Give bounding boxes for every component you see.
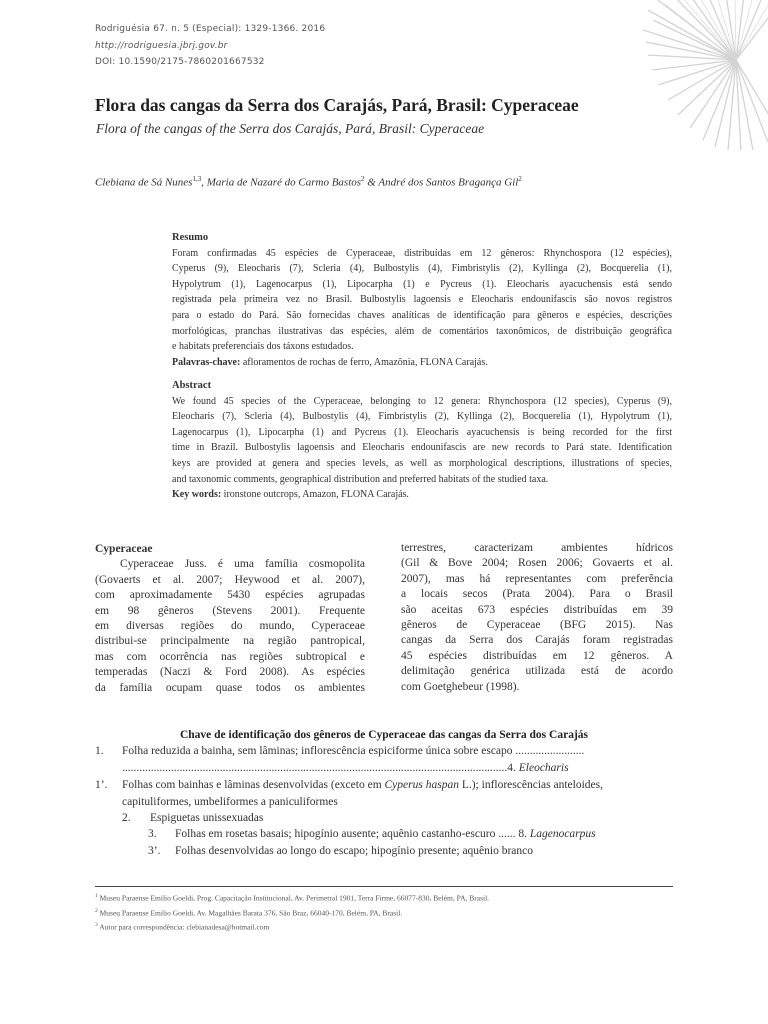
resumo-heading: Resumo	[172, 232, 209, 243]
resumo-line: e habitats preferenciais dos táxons estudados.	[172, 341, 354, 353]
key-couplet-continuation: capituliformes, umbeliformes a paniculiformes	[122, 796, 338, 808]
abstract-section	[172, 378, 672, 503]
body-line: da família ocupam quase todos os ambientes	[95, 681, 365, 694]
footnote: $^2$ Museu Paraense Emílio Goeldi, Av. Magalhães Barata 376, São Braz, 66040-170, Belém, PA, Brasil.	[95, 908, 403, 918]
resumo-line: Cyperus (9), Eleocharis (7), Scleria (4), Bulbostylis (4), Fimbristylis (2), Kyllinga (2), Bocquerelia (1),	[172, 263, 672, 275]
key-couplet-text: Folhas em rosetas basais; hipogínio ausente; aquênio castanho-escuro ...... 8. Lagenocarpus	[175, 828, 596, 840]
body-line: temperadas (Naczi & Ford 2008). As espécies	[95, 666, 365, 679]
keywords-label: Key words:	[172, 489, 222, 501]
genus-name: Eleocharis	[518, 762, 569, 774]
body-line: mas com ocorrência nas regiões subtropical e	[95, 650, 365, 663]
resumo-line: Foram confirmadas 45 espécies de Cyperaceae, distribuídas em 12 gêneros: Rhynchospora (12 espécies),	[172, 247, 672, 259]
abstract-line: time in Brazil. Bulbostylis lagoensis and Eleocharis endounifascis are new records to Pará state. Identification	[172, 442, 672, 454]
keywords-text: afloramentos de rochas de ferro, Amazônia, FLONA Carajás.	[240, 356, 488, 368]
palm-leaf-watermark	[618, 0, 768, 150]
key-couplet-number: 2.	[122, 812, 131, 824]
body-line: 45 espécies distribuídas em 12 gêneros. A	[401, 649, 673, 662]
key-couplet-number: 1’.	[95, 779, 108, 791]
section-heading: Cyperaceae	[95, 543, 153, 555]
resumo-line: para o estado do Pará. São fornecidas chaves analíticas de identificação para gêneros e espécies, descrições	[172, 309, 672, 321]
key-couplet-text: Espiguetas unissexuadas	[150, 812, 264, 824]
body-column-right	[401, 541, 673, 695]
author-list	[95, 175, 522, 189]
body-line: são aceitas 673 espécies distribuídas em 39	[401, 603, 673, 616]
body-line: (Gil & Bove 2004; Rosen 2006; Govaerts et al.	[401, 557, 673, 570]
abstract-line: Eleocharis (7), Scleria (4), Bulbostylis (4), Fimbristylis (2), Kyllinga (2), Bocquerelia (1), Hypolytrum (1),	[172, 411, 672, 423]
keywords-label: Palavras-chave:	[172, 356, 241, 368]
key-couplet-text: Folhas desenvolvidas ao longo do escapo; hipogínio presente; aquênio branco	[175, 845, 534, 857]
author-name: Clebiana de Sá Nunes	[95, 176, 193, 189]
body-line: distribui-se principalmente na região pantropical,	[95, 635, 365, 648]
body-line: a locais secos (Prata 2004). Para o Brasil	[401, 588, 673, 601]
body-line: 2007), mas há representantes com preferência	[401, 572, 673, 585]
abstract-keywords	[172, 487, 672, 503]
author-affiliation-marker: 2	[518, 175, 522, 183]
key-couplet-text: Folha reduzida a bainha, sem lâminas; inflorescência espiciforme única sobre escapo ........................	[122, 745, 585, 757]
article-title: Flora das cangas da Serra dos Carajás, Pará, Brasil: Cyperaceae	[95, 95, 579, 115]
abstract-line: and taxonomic comments, geographical distribution and preferred habitats of the studied taxa.	[172, 473, 549, 485]
author-affiliation-marker: 1,3	[192, 175, 202, 183]
resumo-line: Hypolytrum (1), Lagenocarpus (1), Lipocarpha (1) e Pycreus (1). Eleocharis ayacuchensis está sendo	[172, 278, 672, 290]
resumo-keywords	[172, 355, 672, 371]
resumo-line: registrada pela primeira vez no Brasil. Bulbostylis lagoensis e Eleocharis endounifascis são novos registros	[172, 294, 672, 306]
body-line: em diversas regiões do mundo, Cyperaceae	[95, 620, 365, 633]
author-name: , Maria de Nazaré do Carmo Bastos	[201, 176, 362, 189]
body-line: em 98 gêneros (Stevens 2001). Frequente	[95, 604, 365, 617]
keywords-text: ironstone outcrops, Amazon, FLONA Carajás.	[221, 489, 409, 501]
body-line: Cyperaceae Juss. é uma família cosmopolita	[120, 558, 365, 571]
key-couplet-text: Folhas com bainhas e lâminas desenvolvidas (exceto em Cyperus haspan L.); inflorescências anteloides,	[122, 779, 603, 791]
footnote-divider	[95, 886, 673, 887]
footnote: $^3$ Autor para correspondência: clebianadesa@hotmail.com	[95, 922, 270, 932]
body-line: terrestres, caracterizam ambientes hídricos	[401, 542, 673, 554]
body-line: delimitação genérica utilizada está de acordo	[401, 665, 673, 678]
key-couplet-number: 1.	[95, 745, 104, 757]
body-column-left	[95, 542, 365, 696]
resumo-section	[172, 230, 672, 370]
article-subtitle: Flora of the cangas of the Serra dos Carajás, Pará, Brasil: Cyperaceae	[96, 121, 485, 136]
doi-text: DOI: 10.1590/2175-7860201667532	[95, 57, 265, 67]
journal-url-link[interactable]: http://rodriguesia.jbrj.gov.br	[95, 41, 228, 51]
genus-name: Lagenocarpus	[529, 828, 596, 840]
body-line: com Goetghebeur (1998).	[401, 680, 520, 693]
key-couplet-continuation: ......................................................................................................................................4. Eleocharis	[122, 762, 569, 774]
journal-citation: Rodriguésia 67. n. 5 (Especial): 1329-1366. 2016	[95, 24, 326, 34]
abstract-line: Lagenocarpus (1), Lipocarpha (1) and Pycreus (1). Eleocharis ayacuchensis is being recorded for the first	[172, 426, 672, 438]
abstract-heading: Abstract	[172, 380, 212, 391]
footnote: $^1$ Museu Paraense Emílio Goeldi, Prog. Capacitação Institucional, Av. Perimetral 1901, Terra Firme, 66077-830, Belém, PA, Brasil.	[95, 893, 490, 903]
abstract-line: keys are provided at genera and species levels, as well as morphological descriptions, illustrations of species,	[172, 457, 672, 469]
author-affiliation-marker: 2	[361, 175, 365, 183]
resumo-line: morfológicas, pranchas ilustrativas das espécies, além de comentários taxonômicos, de distribuição geográfica	[172, 325, 672, 337]
key-title: Chave de identificação dos gêneros de Cyperaceae das cangas da Serra dos Carajás	[179, 729, 588, 741]
body-line: (Govaerts et al. 2007; Heywood et al. 2007),	[95, 573, 365, 586]
body-line: cangas da Serra dos Carajás foram registradas	[401, 634, 673, 647]
key-couplet-number: 3.	[148, 828, 157, 840]
abstract-line: We found 45 species of the Cyperaceae, belonging to 12 genera: Rhynchospora (12 species), Cyperus (9),	[172, 395, 672, 407]
body-line: gêneros de Cyperaceae (BFG 2015). Nas	[401, 619, 673, 632]
author-name: & André dos Santos Bragança Gil	[364, 176, 519, 189]
body-line: com aproximadamente 5430 espécies agrupadas	[95, 589, 365, 602]
key-couplet-number: 3’.	[148, 845, 161, 857]
